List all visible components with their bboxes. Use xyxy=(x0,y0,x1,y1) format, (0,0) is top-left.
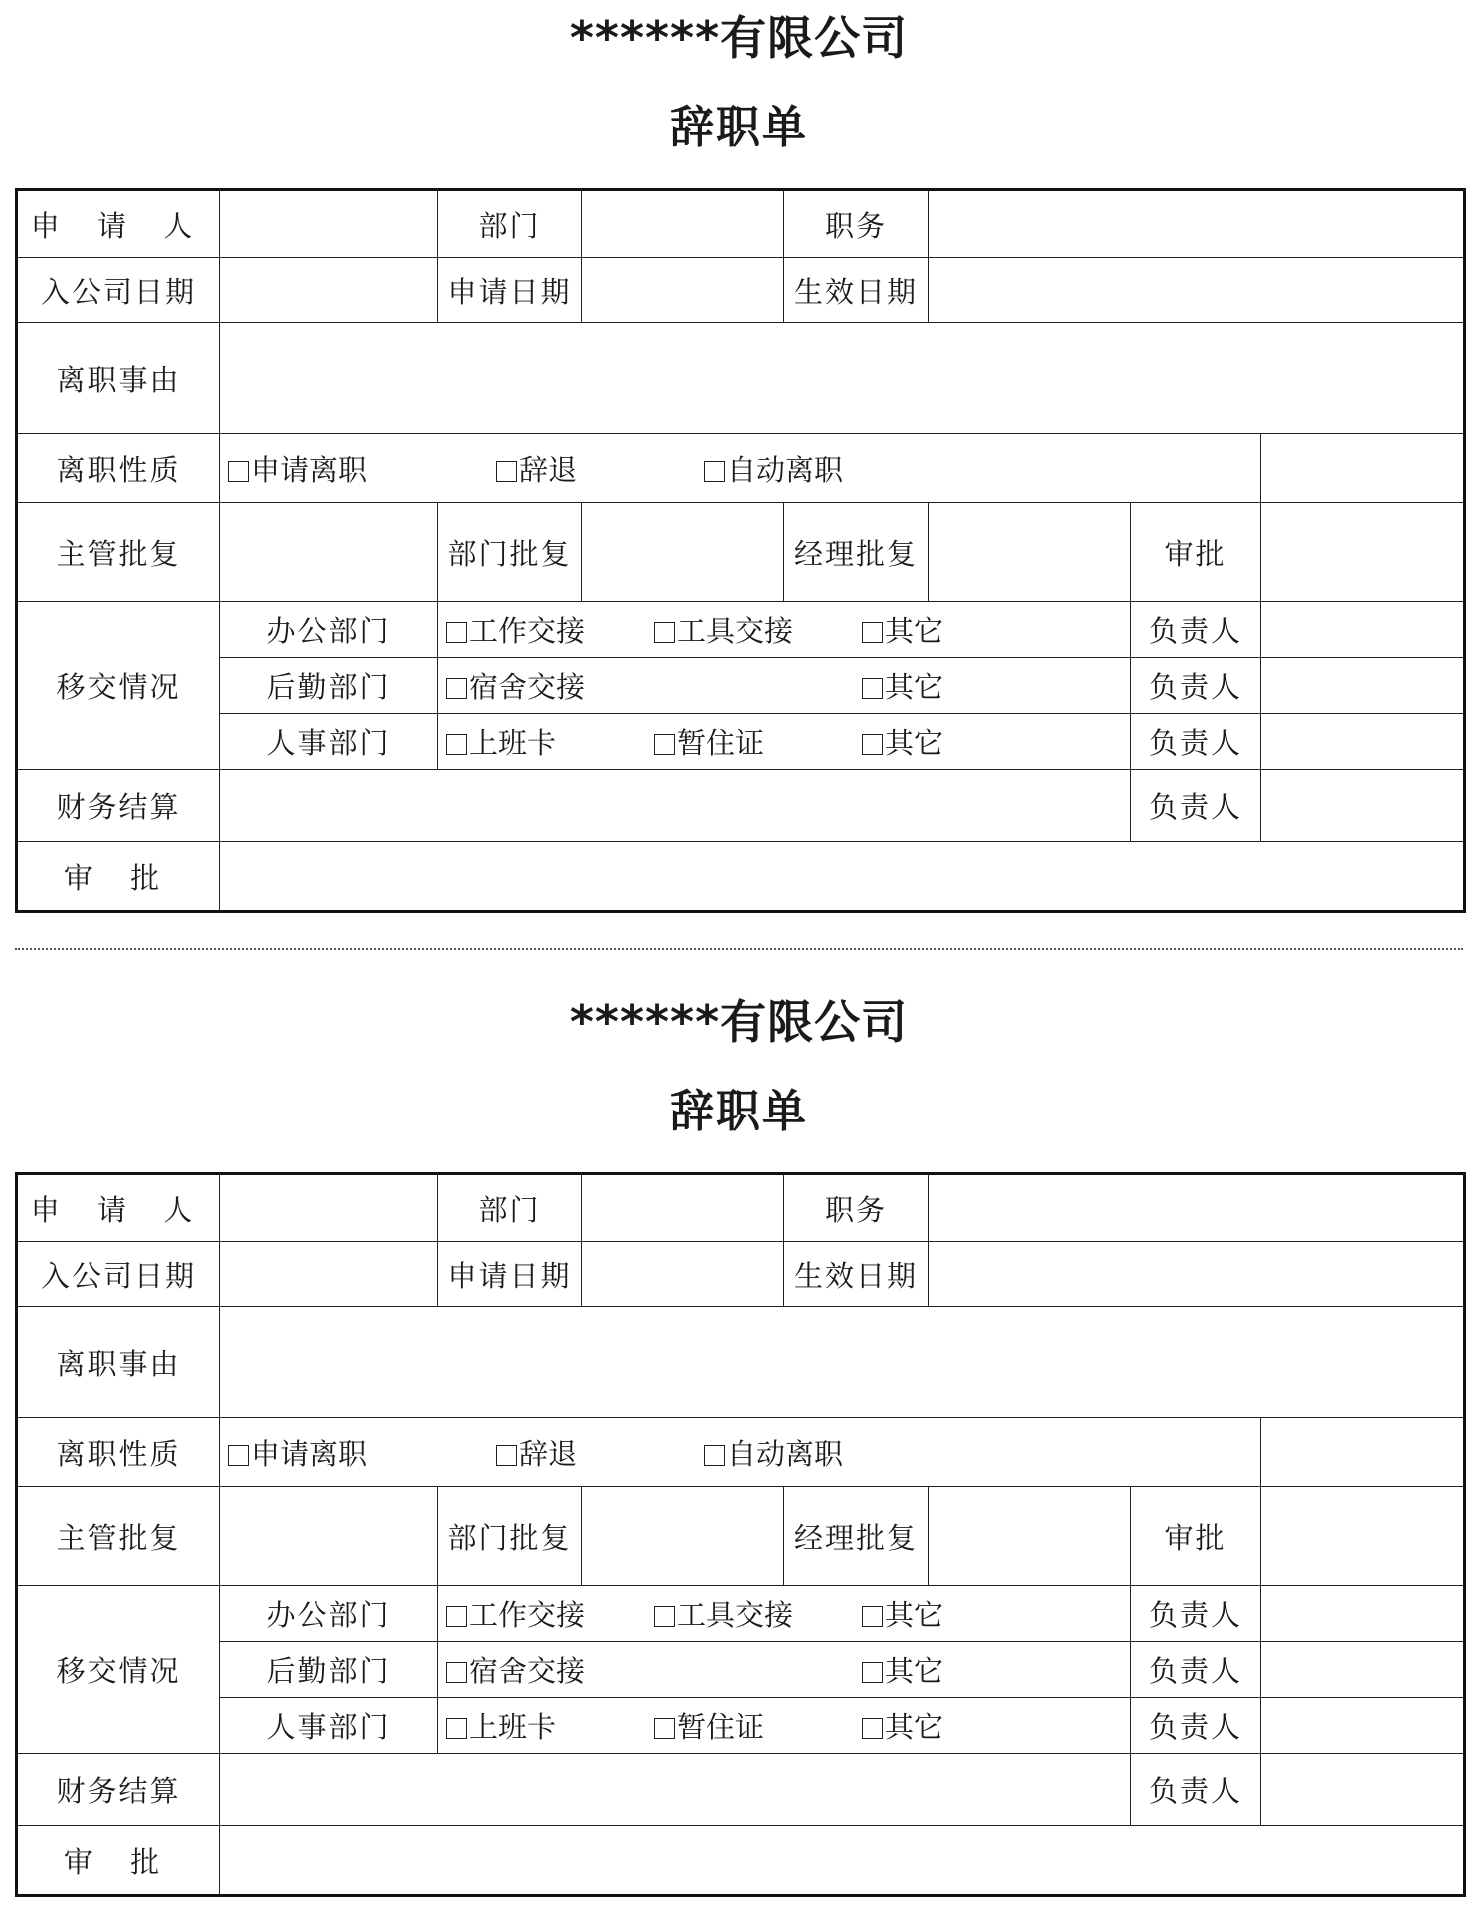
handover-option[interactable]: 宿舍交接 xyxy=(446,665,862,706)
handover-dept-hr: 人事部门 xyxy=(220,1698,438,1754)
handover-options-hr xyxy=(438,1698,1131,1754)
handover-dept-office: 办公部门 xyxy=(220,1586,438,1642)
department-label: 部门 xyxy=(438,190,582,258)
company-title: ******有限公司 xyxy=(569,11,909,65)
nature-label: 离职性质 xyxy=(17,434,220,503)
join-date-field[interactable] xyxy=(220,258,438,323)
responsible-label: 负责人 xyxy=(1131,1754,1261,1826)
row-reason xyxy=(17,323,1465,434)
row-handover-hr xyxy=(17,1698,1465,1754)
join-date-label: 入公司日期 xyxy=(17,258,220,323)
responsible-field[interactable] xyxy=(1261,658,1465,714)
dept-reply-field[interactable] xyxy=(582,503,784,602)
nature-label: 离职性质 xyxy=(17,1418,220,1487)
row-nature xyxy=(17,1418,1465,1487)
responsible-label: 负责人 xyxy=(1131,770,1261,842)
row-replies xyxy=(17,1487,1465,1586)
nature-extra-field[interactable] xyxy=(1261,434,1465,503)
handover-option[interactable]: 工作交接 xyxy=(446,609,654,650)
row-handover-logistics xyxy=(17,1642,1465,1698)
responsible-label: 负责人 xyxy=(1131,602,1261,658)
handover-label: 移交情况 xyxy=(17,602,220,770)
reason-label: 离职事由 xyxy=(17,323,220,434)
checkbox-icon[interactable] xyxy=(862,1606,883,1627)
checkbox-icon[interactable] xyxy=(862,622,883,643)
dept-reply-label: 部门批复 xyxy=(438,1487,582,1586)
nature-option-self-leave[interactable]: 自动离职 xyxy=(704,1432,843,1473)
row-replies xyxy=(17,503,1465,602)
final-approve-label: 审 批 xyxy=(17,1826,220,1896)
finance-label: 财务结算 xyxy=(17,1754,220,1826)
handover-dept-logistics: 后勤部门 xyxy=(220,658,438,714)
responsible-label: 负责人 xyxy=(1131,1642,1261,1698)
join-date-label: 入公司日期 xyxy=(17,1242,220,1307)
responsible-label: 负责人 xyxy=(1131,1586,1261,1642)
department-field[interactable] xyxy=(582,1174,784,1242)
department-label: 部门 xyxy=(438,1174,582,1242)
reason-label: 离职事由 xyxy=(17,1307,220,1418)
supervisor-reply-field[interactable] xyxy=(220,1487,438,1586)
form-title: 辞职单 xyxy=(670,102,808,153)
effective-date-field[interactable] xyxy=(929,258,1465,323)
checkbox-icon[interactable] xyxy=(446,678,467,699)
handover-option[interactable]: 工具交接 xyxy=(654,1593,862,1634)
manager-reply-field[interactable] xyxy=(929,503,1131,602)
applicant-label: 申 请 人 xyxy=(17,1174,220,1242)
dotted-divider xyxy=(15,948,1463,950)
handover-option[interactable]: 其它 xyxy=(862,609,943,650)
responsible-label: 负责人 xyxy=(1131,1698,1261,1754)
checkbox-icon[interactable] xyxy=(446,1662,467,1683)
checkbox-icon[interactable] xyxy=(704,1445,725,1466)
row-dates xyxy=(17,258,1465,323)
row-applicant xyxy=(17,1174,1465,1242)
join-date-field[interactable] xyxy=(220,1242,438,1307)
finance-label: 财务结算 xyxy=(17,770,220,842)
handover-dept-hr: 人事部门 xyxy=(220,714,438,770)
row-handover-logistics xyxy=(17,658,1465,714)
dept-reply-label: 部门批复 xyxy=(438,503,582,602)
position-field[interactable] xyxy=(929,190,1465,258)
checkbox-icon[interactable] xyxy=(862,734,883,755)
nature-extra-field[interactable] xyxy=(1261,1418,1465,1487)
checkbox-icon[interactable] xyxy=(228,461,249,482)
nature-option-apply[interactable]: 申请离职 xyxy=(228,1432,496,1473)
applicant-field[interactable] xyxy=(220,190,438,258)
effective-date-field[interactable] xyxy=(929,1242,1465,1307)
resignation-table xyxy=(15,1172,1466,1897)
handover-options-hr xyxy=(438,714,1131,770)
responsible-field[interactable] xyxy=(1261,770,1465,842)
checkbox-icon[interactable] xyxy=(654,622,675,643)
handover-option[interactable]: 工作交接 xyxy=(446,1593,654,1634)
manager-reply-label: 经理批复 xyxy=(784,1487,929,1586)
checkbox-icon[interactable] xyxy=(228,1445,249,1466)
manager-reply-field[interactable] xyxy=(929,1487,1131,1586)
handover-dept-office: 办公部门 xyxy=(220,602,438,658)
handover-options-logistics xyxy=(438,1642,1131,1698)
form-title: 辞职单 xyxy=(670,1086,808,1137)
handover-option[interactable]: 工具交接 xyxy=(654,609,862,650)
row-dates xyxy=(17,1242,1465,1307)
checkbox-icon[interactable] xyxy=(654,734,675,755)
responsible-field[interactable] xyxy=(1261,714,1465,770)
handover-option[interactable]: 其它 xyxy=(862,721,943,762)
reason-field[interactable] xyxy=(220,1307,1465,1418)
approve-field[interactable] xyxy=(1261,1487,1465,1586)
nature-option-apply[interactable]: 申请离职 xyxy=(228,448,496,489)
applicant-field[interactable] xyxy=(220,1174,438,1242)
checkbox-icon[interactable] xyxy=(446,734,467,755)
checkbox-icon[interactable] xyxy=(862,678,883,699)
nature-options xyxy=(220,1418,1261,1487)
responsible-field[interactable] xyxy=(1261,602,1465,658)
responsible-field[interactable] xyxy=(1261,1642,1465,1698)
row-final-approve xyxy=(17,842,1465,912)
nature-option-dismiss[interactable]: 辞退 xyxy=(496,1432,704,1473)
applicant-label: 申 请 人 xyxy=(17,190,220,258)
handover-option[interactable]: 其它 xyxy=(862,1705,943,1746)
apply-date-label: 申请日期 xyxy=(438,1242,582,1307)
effective-date-label: 生效日期 xyxy=(784,258,929,323)
responsible-field[interactable] xyxy=(1261,1754,1465,1826)
reason-field[interactable] xyxy=(220,323,1465,434)
handover-options-logistics xyxy=(438,658,1131,714)
checkbox-icon[interactable] xyxy=(654,1718,675,1739)
final-approve-field[interactable] xyxy=(220,1826,1465,1896)
nature-option-dismiss[interactable]: 辞退 xyxy=(496,448,704,489)
supervisor-reply-label: 主管批复 xyxy=(17,1487,220,1586)
checkbox-icon[interactable] xyxy=(654,1606,675,1627)
row-handover-hr xyxy=(17,714,1465,770)
handover-options-office xyxy=(438,602,1131,658)
responsible-field[interactable] xyxy=(1261,1698,1465,1754)
checkbox-icon[interactable] xyxy=(446,1606,467,1627)
department-field[interactable] xyxy=(582,190,784,258)
handover-option[interactable]: 上班卡 xyxy=(446,721,654,762)
handover-label: 移交情况 xyxy=(17,1586,220,1754)
company-title: ******有限公司 xyxy=(569,995,909,1049)
apply-date-field[interactable] xyxy=(582,1242,784,1307)
supervisor-reply-field[interactable] xyxy=(220,503,438,602)
checkbox-icon[interactable] xyxy=(704,461,725,482)
handover-option[interactable]: 其它 xyxy=(862,1593,943,1634)
checkbox-icon[interactable] xyxy=(862,1662,883,1683)
handover-option[interactable]: 其它 xyxy=(862,665,943,706)
row-handover-office xyxy=(17,602,1465,658)
position-label: 职务 xyxy=(784,1174,929,1242)
handover-option[interactable]: 暂住证 xyxy=(654,1705,862,1746)
handover-options-office xyxy=(438,1586,1131,1642)
handover-option[interactable]: 上班卡 xyxy=(446,1705,654,1746)
approve-label: 审批 xyxy=(1131,503,1261,602)
final-approve-label: 审 批 xyxy=(17,842,220,912)
handover-option[interactable]: 宿舍交接 xyxy=(446,1649,862,1690)
position-label: 职务 xyxy=(784,190,929,258)
handover-dept-logistics: 后勤部门 xyxy=(220,1642,438,1698)
handover-option[interactable]: 暂住证 xyxy=(654,721,862,762)
position-field[interactable] xyxy=(929,1174,1465,1242)
row-handover-office xyxy=(17,1586,1465,1642)
finance-field[interactable] xyxy=(220,770,1131,842)
nature-options xyxy=(220,434,1261,503)
dept-reply-field[interactable] xyxy=(582,1487,784,1586)
row-reason xyxy=(17,1307,1465,1418)
row-finance xyxy=(17,770,1465,842)
row-nature xyxy=(17,434,1465,503)
final-approve-field[interactable] xyxy=(220,842,1465,912)
handover-option[interactable]: 其它 xyxy=(862,1649,943,1690)
checkbox-icon[interactable] xyxy=(446,622,467,643)
approve-label: 审批 xyxy=(1131,1487,1261,1586)
manager-reply-label: 经理批复 xyxy=(784,503,929,602)
row-final-approve xyxy=(17,1826,1465,1896)
checkbox-icon[interactable] xyxy=(862,1718,883,1739)
row-finance xyxy=(17,1754,1465,1826)
supervisor-reply-label: 主管批复 xyxy=(17,503,220,602)
finance-field[interactable] xyxy=(220,1754,1131,1826)
approve-field[interactable] xyxy=(1261,503,1465,602)
nature-option-self-leave[interactable]: 自动离职 xyxy=(704,448,843,489)
responsible-label: 负责人 xyxy=(1131,714,1261,770)
checkbox-icon[interactable] xyxy=(496,1445,517,1466)
apply-date-label: 申请日期 xyxy=(438,258,582,323)
row-applicant xyxy=(17,190,1465,258)
effective-date-label: 生效日期 xyxy=(784,1242,929,1307)
responsible-field[interactable] xyxy=(1261,1586,1465,1642)
resignation-table xyxy=(15,188,1466,913)
apply-date-field[interactable] xyxy=(582,258,784,323)
responsible-label: 负责人 xyxy=(1131,658,1261,714)
checkbox-icon[interactable] xyxy=(446,1718,467,1739)
checkbox-icon[interactable] xyxy=(496,461,517,482)
